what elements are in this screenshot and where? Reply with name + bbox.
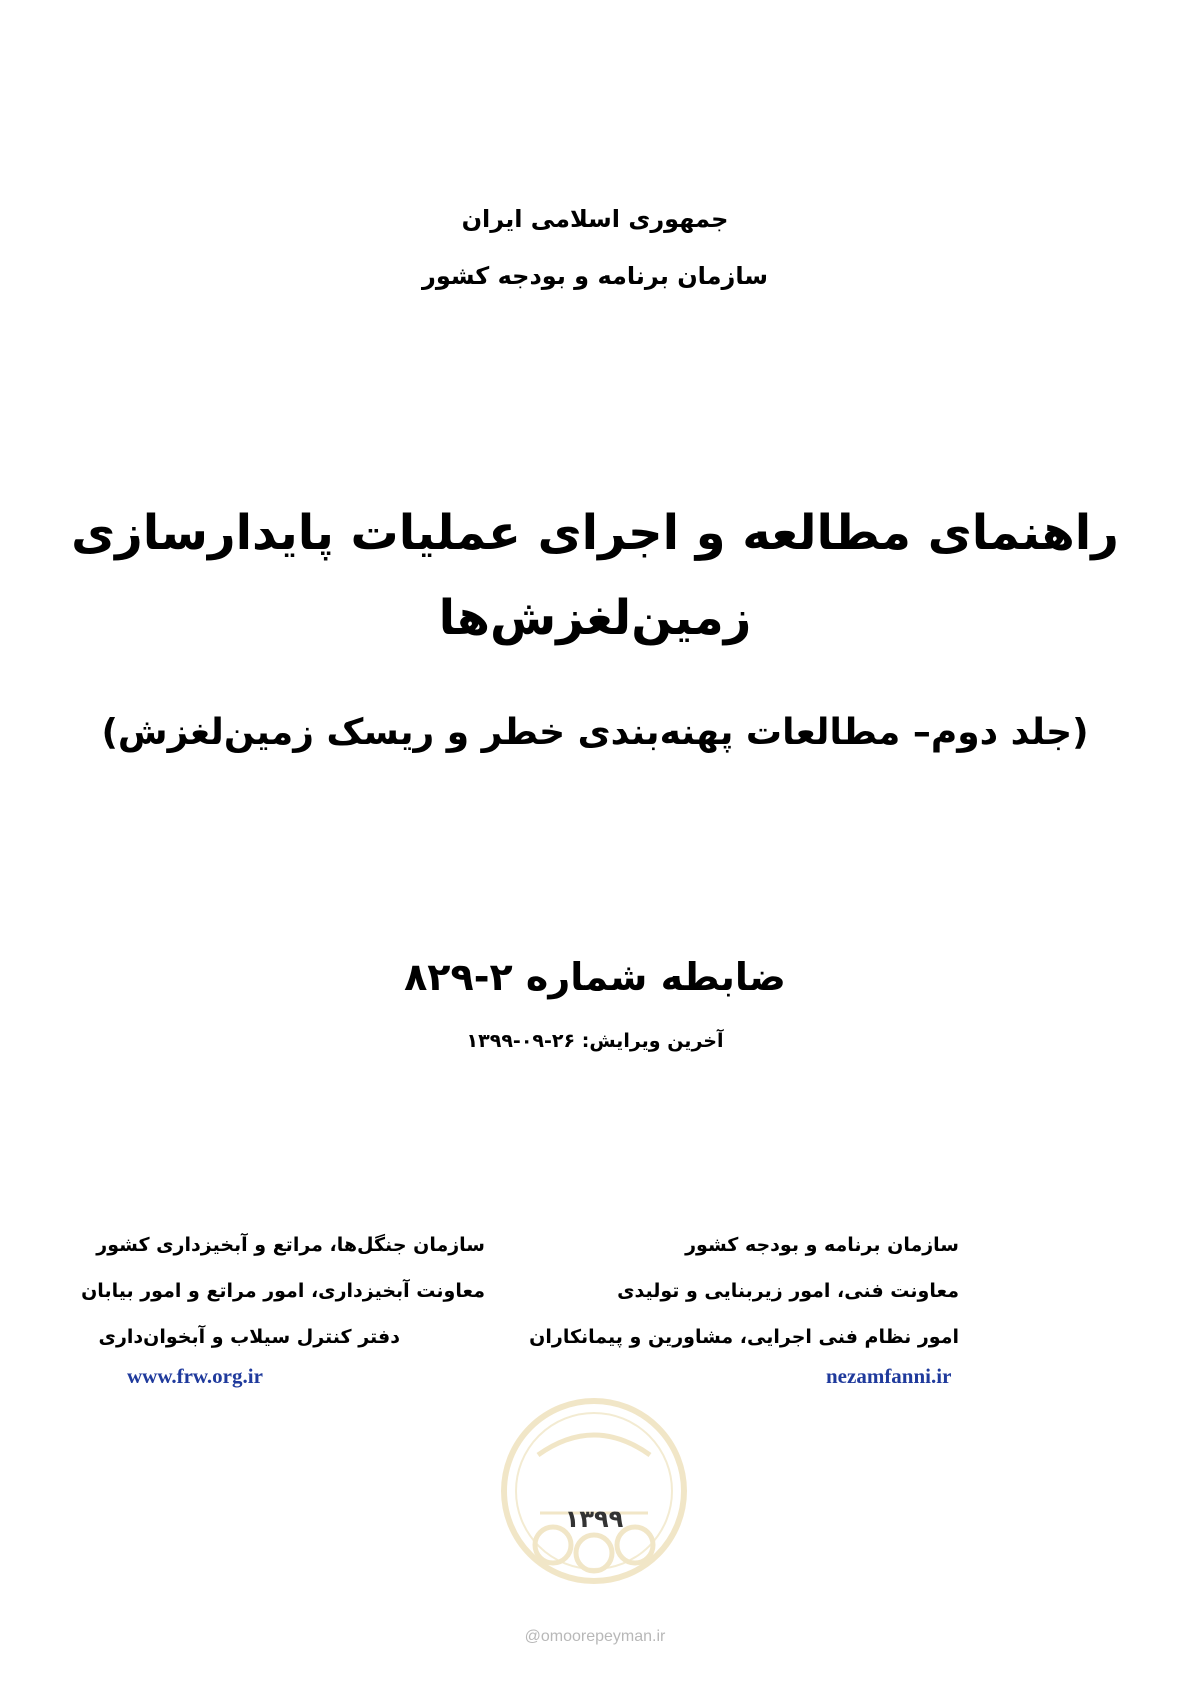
right-org-line1: سازمان برنامه و بودجه کشور xyxy=(685,1234,959,1256)
nezamfanni-website-link[interactable]: nezamfanni.ir xyxy=(826,1364,952,1388)
seal-watermark-icon xyxy=(498,1395,690,1587)
document-title-line2: زمین‌لغزش‌ها xyxy=(438,590,752,646)
frw-website-link[interactable]: www.frw.org.ir xyxy=(127,1364,263,1388)
left-org-line2: معاونت آبخیزداری، امور مراتع و امور بیابان xyxy=(81,1280,485,1302)
left-org-line3: دفتر کنترل سیلاب و آبخوان‌داری xyxy=(98,1326,400,1348)
document-title: راهنمای مطالعه و اجرای عملیات پایدارسازی xyxy=(71,505,1119,561)
watermark-handle: @omoorepeyman.ir xyxy=(524,1628,666,1645)
header-organization: سازمان برنامه و بودجه کشور xyxy=(422,262,768,290)
left-org-line1: سازمان جنگل‌ها، مراتع و آبخیزداری کشور xyxy=(96,1234,485,1256)
document-subtitle: (جلد دوم– مطالعات پهنه‌بندی خطر و ریسک زمین‌لغزش) xyxy=(101,712,1089,753)
right-org-line2: معاونت فنی، امور زیربنایی و تولیدی xyxy=(617,1280,959,1302)
seal-year: ۱۳۹۹ xyxy=(564,1505,624,1533)
regulation-code: ضابطه شماره ۲-۸۲۹ xyxy=(404,955,786,999)
right-org-line3: امور نظام فنی اجرایی، مشاورین و پیمانکاران xyxy=(529,1326,959,1348)
header-country: جمهوری اسلامی ایران xyxy=(461,205,729,233)
last-edit-date: آخرین ویرایش: ۲۶-۰۹-۱۳۹۹ xyxy=(466,1030,724,1052)
